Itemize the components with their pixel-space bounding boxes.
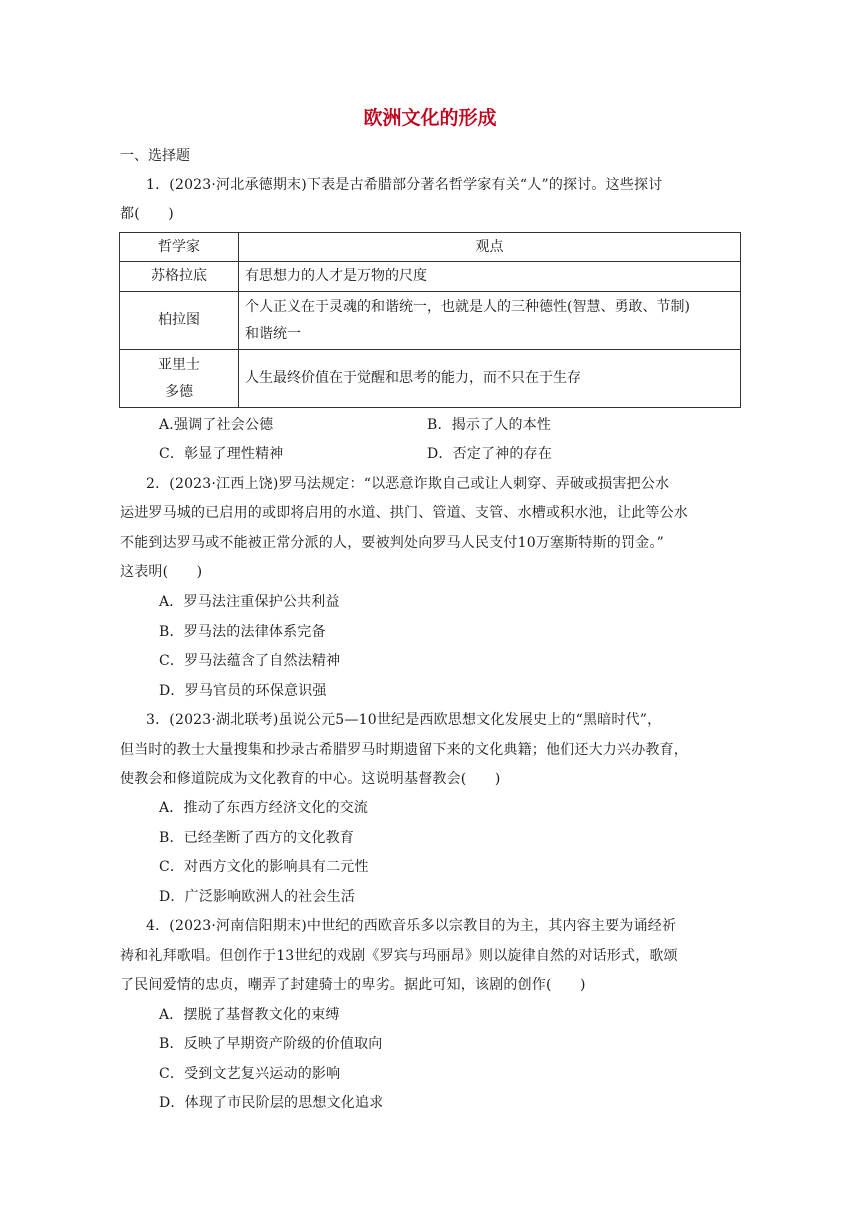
philosophers-table [119, 232, 741, 408]
view-text: 和谐统一 [245, 325, 301, 342]
q4-option-d[interactable]: D．体现了市民阶层的思想文化追求 [159, 1095, 384, 1111]
q2-stem-line: 运进罗马城的已启用的或即将启用的水道、拱门、管道、支管、水槽或积水池，让此等公水 [120, 505, 688, 521]
q3-option-a[interactable]: A．推动了东西方经济文化的交流 [159, 800, 369, 816]
view-cell [239, 262, 741, 292]
philosopher-name-cell [120, 350, 239, 408]
philosopher-name: 苏格拉底 [151, 268, 207, 284]
table-header-row [120, 233, 741, 262]
table-row [120, 350, 741, 408]
q4-stem-line: 了民间爱情的忠贞，嘲弄了封建骑士的卑劣。据此可知，该剧的创作( ) [120, 977, 586, 993]
table-row [120, 292, 741, 350]
philosopher-name: 亚里士 [158, 356, 200, 373]
q4-stem-line: 祷和礼拜歌唱。但创作于13世纪的戏剧《罗宾与玛丽昂》则以旋律自然的对话形式，歌颂 [120, 948, 678, 964]
q2-option-d[interactable]: D．罗马官员的环保意识强 [159, 683, 327, 699]
view-text: 人生最终价值在于觉醒和思考的能力，而不只在于生存 [245, 370, 581, 386]
q3-stem-line: 但当时的教士大量搜集和抄录古希腊罗马时期遗留下来的文化典籍；他们还大力兴办教育， [120, 742, 688, 758]
q1-option-d[interactable]: D．否定了神的存在 [427, 446, 553, 462]
view-text: 个人正义在于灵魂的和谐统一，也就是人的三种德性(智慧、勇敢、节制) [245, 298, 690, 315]
q2-option-a[interactable]: A．罗马法注重保护公共利益 [159, 594, 340, 610]
q4-stem-line: 4．(2023·河南信阳期末)中世纪的西欧音乐多以宗教目的为主，其内容主要为诵经祈 [146, 918, 677, 934]
q3-option-d[interactable]: D．广泛影响欧洲人的社会生活 [159, 889, 356, 905]
q4-option-a[interactable]: A．摆脱了基督教文化的束缚 [159, 1007, 340, 1023]
table-header-cell: 哲学家 [120, 233, 239, 262]
q1-stem-line: 都( ) [120, 206, 174, 222]
q1-option-b[interactable]: B．揭示了人的本性 [427, 417, 552, 433]
q1-option-a[interactable]: A.强调了社会公德 [159, 417, 274, 433]
section-heading: 一、选择题 [120, 148, 190, 164]
q2-stem-line: 这表明( ) [120, 564, 203, 580]
table-row [120, 262, 741, 292]
philosopher-name: 多德 [165, 383, 193, 400]
view-text: 有思想力的人才是万物的尺度 [245, 268, 427, 284]
q3-stem-line: 使教会和修道院成为文化教育的中心。这说明基督教会( ) [120, 771, 501, 787]
q3-stem-line: 3．(2023·湖北联考)虽说公元5—10世纪是西欧思想文化发展史上的“黑暗时代”， [146, 712, 662, 728]
q4-option-c[interactable]: C．受到文艺复兴运动的影响 [159, 1066, 341, 1082]
q2-option-b[interactable]: B．罗马法的法律体系完备 [159, 624, 326, 640]
q2-stem-line: 2．(2023·江西上饶)罗马法规定：“以恶意诈欺自己或让人刺穿、弄破或损害把公水 [146, 476, 670, 492]
q1-stem-line: 1．(2023·河北承德期末)下表是古希腊部分著名哲学家有关“人”的探讨。这些探讨 [146, 177, 663, 193]
q2-stem-line: 不能到达罗马或不能被正常分派的人，要被判处向罗马人民支付10万塞斯特斯的罚金。” [120, 535, 664, 551]
page-title: 欧洲文化的形成 [363, 107, 497, 129]
q3-option-c[interactable]: C．对西方文化的影响具有二元性 [159, 859, 369, 875]
q4-option-b[interactable]: B．反映了早期资产阶级的价值取向 [159, 1036, 383, 1052]
q2-option-c[interactable]: C．罗马法蕴含了自然法精神 [159, 653, 341, 669]
view-cell [239, 292, 741, 350]
view-cell [239, 350, 741, 408]
q3-option-b[interactable]: B．已经垄断了西方的文化教育 [159, 830, 355, 846]
philosopher-name-cell [120, 292, 239, 350]
table-header-cell: 观点 [239, 233, 741, 262]
q1-option-c[interactable]: C．彰显了理性精神 [159, 446, 284, 462]
philosopher-name: 柏拉图 [158, 312, 200, 328]
philosopher-name-cell [120, 262, 239, 292]
